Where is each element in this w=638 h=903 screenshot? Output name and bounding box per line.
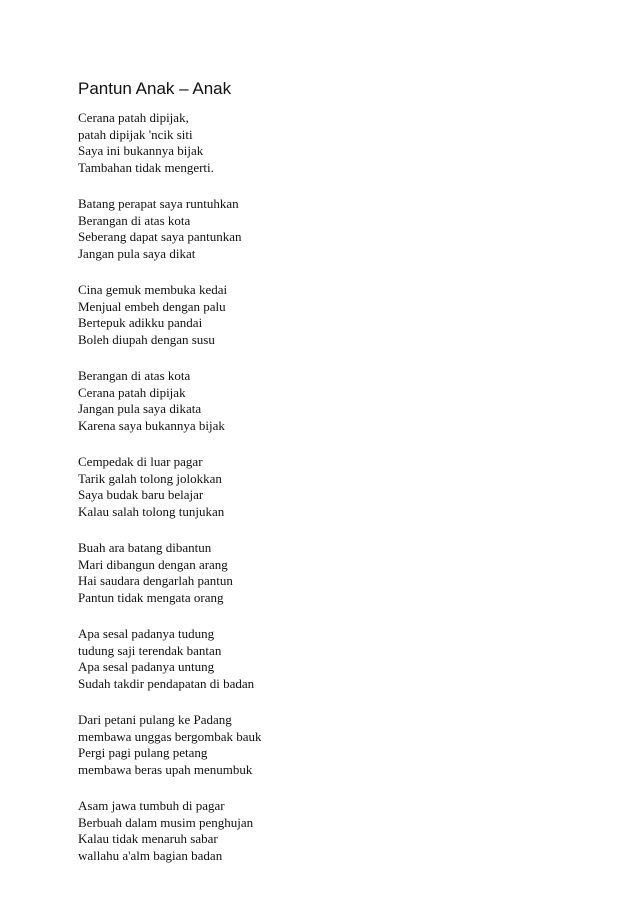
poem-line: Dari petani pulang ke Padang [78, 712, 232, 727]
poem-line: membawa unggas bergombak bauk [78, 728, 262, 744]
stanza-4 [78, 368, 578, 434]
poem-line: Karena saya bukannya bijak [78, 417, 225, 433]
poem-line: Batang perapat saya runtuhkan [78, 196, 239, 211]
stanza-2 [78, 196, 578, 262]
page-title: Pantun Anak – Anak [78, 79, 232, 98]
poem-line: Apa sesal padanya tudung [78, 626, 215, 641]
poem-line: Menjual embeh dengan palu [78, 298, 226, 314]
poem-line: Hai saudara dengarlah pantun [78, 573, 233, 588]
poem-line: Berbuah dalam musim penghujan [78, 814, 254, 830]
poem-line: Pantun tidak mengata orang [78, 589, 224, 605]
poem-line: Cerana patah dipijak [78, 384, 186, 400]
poem-line: Tarik galah tolong jolokkan [78, 470, 222, 486]
poem-line: Cerana patah dipijak, [78, 110, 189, 125]
poem-line: Bertepuk adikku pandai [78, 315, 203, 330]
stanza-7 [78, 626, 578, 692]
poem-line: wallahu a'alm bagian badan [78, 847, 223, 863]
poem-line: tudung saji terendak bantan [78, 642, 222, 658]
poem-line: Asam jawa tumbuh di pagar [78, 798, 225, 813]
poem-line: Sudah takdir pendapatan di badan [78, 675, 255, 691]
poem-line: Kalau salah tolong tunjukan [78, 503, 225, 519]
poem-line: Saya budak baru belajar [78, 487, 204, 502]
stanza-6 [78, 540, 578, 606]
stanza-1 [78, 110, 578, 176]
poem-line: Mari dibangun dengan arang [78, 556, 228, 572]
poem-line: Cempedak di luar pagar [78, 454, 203, 469]
poem-line: Jangan pula saya dikat [78, 245, 196, 261]
poem-line: Seberang dapat saya pantunkan [78, 229, 242, 244]
poem-line: Saya ini bukannya bijak [78, 143, 204, 158]
poem-line: patah dipijak 'ncik siti [78, 126, 193, 142]
poem-line: Boleh diupah dengan susu [78, 331, 215, 347]
stanza-9 [78, 798, 578, 864]
poem-line: Berangan di atas kota [78, 368, 191, 383]
poem-line: Buah ara batang dibantun [78, 540, 212, 555]
poem-line: Cina gemuk membuka kedai [78, 282, 228, 297]
poem-line: Berangan di atas kota [78, 212, 191, 228]
poem-line: Tambahan tidak mengerti. [78, 159, 214, 175]
stanza-5 [78, 454, 578, 520]
poem-line: Jangan pula saya dikata [78, 401, 202, 416]
poem-line: Apa sesal padanya untung [78, 659, 215, 674]
stanza-8 [78, 712, 578, 778]
poem-body [78, 110, 578, 884]
poem-line: Kalau tidak menaruh sabar [78, 831, 218, 846]
poem-line: membawa beras upah menumbuk [78, 761, 253, 777]
stanza-3 [78, 282, 578, 348]
poem-line: Pergi pagi pulang petang [78, 745, 208, 760]
